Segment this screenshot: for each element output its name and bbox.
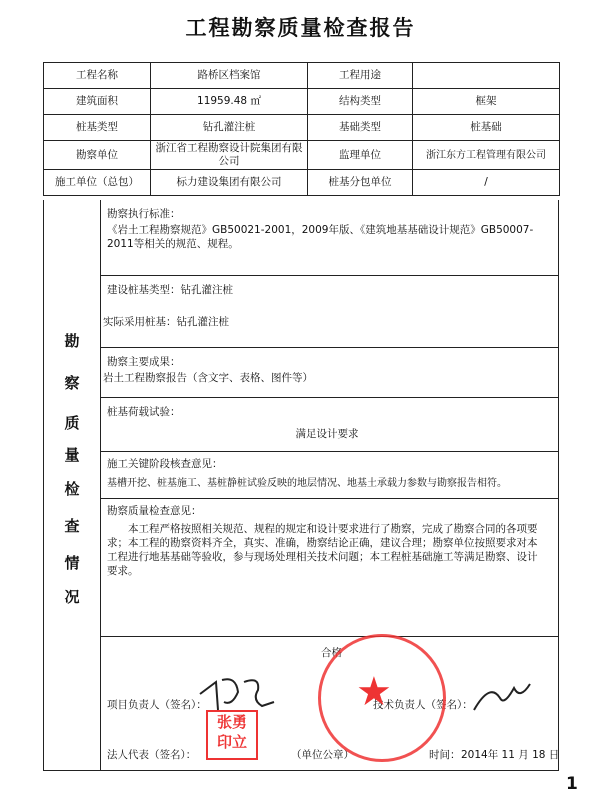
- survey-unit-label: 勘察单位: [44, 141, 151, 170]
- key-stage-text: 基槽开挖、桩基施工、基桩静桩试验反映的地层情况、地基土承载力参数与勘察报告相符。: [107, 478, 507, 489]
- project-name-label: 工程名称: [44, 63, 151, 89]
- contractor-value: 标力建设集团有限公司: [151, 170, 308, 196]
- tech-lead-label: 技术负责人（签名）：: [373, 699, 473, 711]
- subcontractor-label: 桩基分包单位: [308, 170, 413, 196]
- load-test-result: 满足设计要求: [295, 428, 359, 440]
- standards-label: 勘察执行标准：: [107, 208, 181, 220]
- quality-opinion-section: [101, 498, 558, 637]
- contractor-label: 施工单位（总包）: [44, 170, 151, 196]
- project-info-table: [43, 62, 560, 196]
- date-value: 2014年 11 月 18 日: [461, 749, 560, 761]
- supervision-unit-label: 监理单位: [308, 141, 413, 170]
- page-number: 1: [566, 774, 578, 794]
- seal-star-icon: ★: [356, 669, 392, 715]
- side-title-char: 察: [64, 374, 80, 392]
- side-title-char: 质: [64, 414, 80, 432]
- tech-lead-signature: [470, 676, 534, 716]
- side-title-char: 情: [64, 554, 80, 572]
- key-stage-label: 施工关键阶段核查意见：: [107, 458, 223, 470]
- side-title-char: 况: [64, 588, 80, 606]
- unit-seal-label: （单位公章）: [291, 749, 354, 761]
- structure-value: 框架: [413, 89, 560, 115]
- quality-opinion-text: 本工程严格按照相关规范、规程的规定和设计要求进行了勘察，完成了勘察合同的各项要求；本工程的勘察资料齐全，真实、准确，勘察结论正确，建议合理；勘察单位按照要求对本工程进行地基基础等验收，参与现场处理相关技术问题；本工程桩基础施工等满足勘察、设计要求。: [107, 523, 538, 577]
- key-stage-section: [101, 451, 558, 499]
- load-test-section: [101, 397, 558, 452]
- foundation-type-label: 基础类型: [308, 115, 413, 141]
- pass-text: 合格: [321, 647, 342, 659]
- pile-type-section: [101, 275, 558, 348]
- results-section: [101, 347, 558, 398]
- pile-type-value: 钻孔灌注桩: [151, 115, 308, 141]
- subcontractor-value: /: [413, 170, 560, 196]
- standards-section: [101, 200, 558, 276]
- standards-text: 《岩土工程勘察规范》GB50021-2001，2009年版、《建筑地基基础设计规范》GB50007-2011等相关的规范、规程。: [107, 224, 534, 250]
- results-text: 岩土工程勘察报告（含文字、表格、图件等）: [103, 372, 313, 384]
- document-title: 工程勘察质量检查报告: [185, 16, 416, 40]
- survey-unit-value: 浙江省工程勘察设计院集团有限公司: [151, 141, 308, 170]
- area-label: 建筑面积: [44, 89, 151, 115]
- legal-rep-label: 法人代表（签名）：: [107, 749, 197, 761]
- usage-value: [413, 63, 560, 89]
- personal-stamp: 张勇 印立: [206, 710, 258, 760]
- pile-type-label: 桩基类型: [44, 115, 151, 141]
- date-label: 时间：: [429, 749, 461, 761]
- results-label: 勘察主要成果：: [107, 356, 181, 368]
- supervision-unit-value: 浙江东方工程管理有限公司: [413, 141, 560, 170]
- area-value: 11959.48 ㎡: [151, 89, 308, 115]
- side-title-char: 量: [64, 446, 80, 464]
- foundation-type-value: 桩基础: [413, 115, 560, 141]
- load-test-label: 桩基荷载试验：: [107, 406, 181, 418]
- side-title-char: 勘: [64, 332, 80, 350]
- project-name-value: 路桥区档案馆: [151, 63, 308, 89]
- project-lead-signature: [196, 672, 278, 716]
- quality-opinion-label: 勘察质量检查意见：: [107, 505, 202, 517]
- planned-pile-type: 建设桩基类型：钻孔灌注桩: [107, 284, 233, 296]
- project-lead-label: 项目负责人（签名）：: [107, 699, 207, 711]
- structure-label: 结构类型: [308, 89, 413, 115]
- side-title-char: 检: [64, 480, 80, 498]
- actual-pile-type: 实际采用桩基：钻孔灌注桩: [103, 316, 229, 328]
- usage-label: 工程用途: [308, 63, 413, 89]
- side-title-column: [44, 200, 101, 770]
- side-title-char: 查: [64, 517, 80, 535]
